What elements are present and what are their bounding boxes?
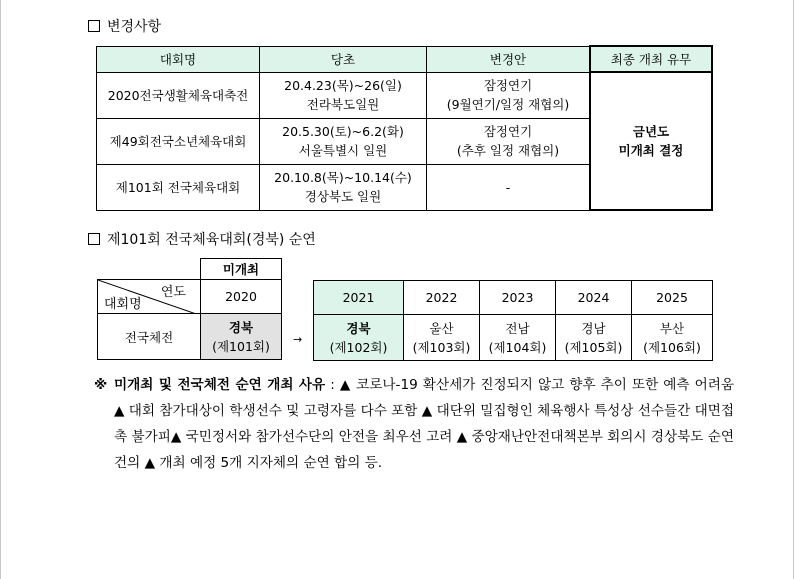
final-decision-line1: 금년도: [632, 124, 670, 139]
change-status: 잠정연기: [483, 124, 533, 139]
final-decision-line2: 미개최 결정: [618, 143, 684, 158]
header-year-label: 연도: [160, 285, 186, 300]
cancelled-year: 2020: [201, 280, 282, 314]
schedule-host: 경남: [581, 320, 606, 336]
original-location: 경상북도 일원: [304, 189, 382, 204]
change-plan: [427, 72, 591, 118]
diagonal-header-cell: [98, 280, 201, 314]
original-date: 20.4.23(목)~26(일): [284, 78, 402, 93]
schedule-edition: (제106회): [643, 339, 701, 355]
schedule-edition: (제103회): [412, 339, 471, 355]
event-name: 2020전국생활체육대축전: [97, 72, 260, 118]
schedule-year: 2024: [556, 281, 632, 315]
checkbox-icon: [88, 233, 100, 245]
col-header-change: 변경안: [427, 46, 591, 72]
schedule-year: 2025: [632, 281, 713, 315]
table-row: [97, 72, 713, 118]
spacer-cell: [98, 259, 201, 280]
schedule-host: 경북: [346, 320, 371, 336]
section1-title: 변경사항: [107, 19, 162, 35]
original-date: 20.10.8(목)~10.14(수): [274, 170, 412, 185]
event-name: 제49회전국소년체육대회: [97, 118, 260, 164]
change-detail: (9월연기/일정 재협의): [446, 97, 570, 112]
schedule-entry: [404, 315, 480, 361]
schedule-entry: [556, 315, 632, 361]
cancelled-edition: (제101회): [212, 338, 270, 354]
schedule-edition: (제105회): [564, 339, 623, 355]
row-label: 전국체전: [98, 314, 201, 360]
schedule-host: 울산: [429, 320, 454, 336]
change-status: 잠정연기: [483, 78, 533, 93]
schedule-entry: [480, 315, 556, 361]
schedule-entry: [632, 315, 713, 361]
change-detail: (추후 일정 재협의): [456, 143, 560, 158]
schedule-table: [313, 280, 713, 361]
schedule-edition: (제104회): [488, 339, 547, 355]
col-header-final: 최종 개최 유무: [590, 46, 712, 72]
schedule-edition: (제102회): [329, 339, 388, 355]
note-mark: ※: [94, 377, 108, 393]
cancelled-label: 미개최: [201, 259, 282, 280]
checkbox-icon: [88, 20, 100, 32]
schedule-host: 부산: [659, 320, 685, 336]
change-plan: [427, 118, 591, 164]
page-border-left: [0, 0, 1, 579]
schedule-host: 전남: [505, 320, 530, 336]
arrow-icon: →: [293, 333, 303, 346]
page-border-right: [793, 0, 794, 579]
change-table: [96, 45, 713, 211]
section1-heading: [88, 16, 161, 36]
original-location: 전라북도일원: [306, 97, 380, 112]
note-text: : ▲ 코로나-19 확산세가 진정되지 않고 향후 추이 또한 예측 어려움 ▲ 대회 참가대상이 학생선수 및 고령자를 다수 포함 ▲ 대단위 밀집형인 체육행사 특성상 선수들간 대면접촉 불가피▲ 국민정서와 참가선수단의 안전을 최우선 고려 ▲ 중앙재난안전대책본부 회의시 경상북도 순연 건의 ▲ 개최 예정 5개 지자체의 순연 합의 등.: [114, 377, 734, 471]
note-body: [114, 372, 734, 476]
schedule-year: 2023: [480, 281, 556, 315]
cancelled-entry: [201, 314, 282, 360]
event-name: 제101회 전국체육대회: [97, 164, 260, 210]
reason-note: [94, 372, 734, 476]
note-title: 미개최 및 전국체전 순연 개최 사유: [114, 377, 326, 393]
original-location: 서울특별시 일원: [298, 143, 388, 158]
schedule-year: 2021: [314, 281, 404, 315]
original-schedule: [260, 118, 427, 164]
final-decision: [590, 72, 712, 210]
col-header-event: 대회명: [97, 46, 260, 72]
schedule-entry: [314, 315, 404, 361]
header-event-label: 대회명: [104, 297, 142, 312]
col-header-original: 당초: [260, 46, 427, 72]
section2-title: 제101회 전국체육대회(경북) 순연: [107, 232, 316, 248]
schedule-year: 2022: [404, 281, 480, 315]
original-schedule: [260, 164, 427, 210]
section2-heading: [88, 229, 316, 249]
original-schedule: [260, 72, 427, 118]
cancelled-host: 경북: [228, 319, 254, 335]
change-plan: -: [427, 164, 591, 210]
cancelled-table: [97, 258, 282, 360]
original-date: 20.5.30(토)~6.2(화): [282, 124, 404, 139]
